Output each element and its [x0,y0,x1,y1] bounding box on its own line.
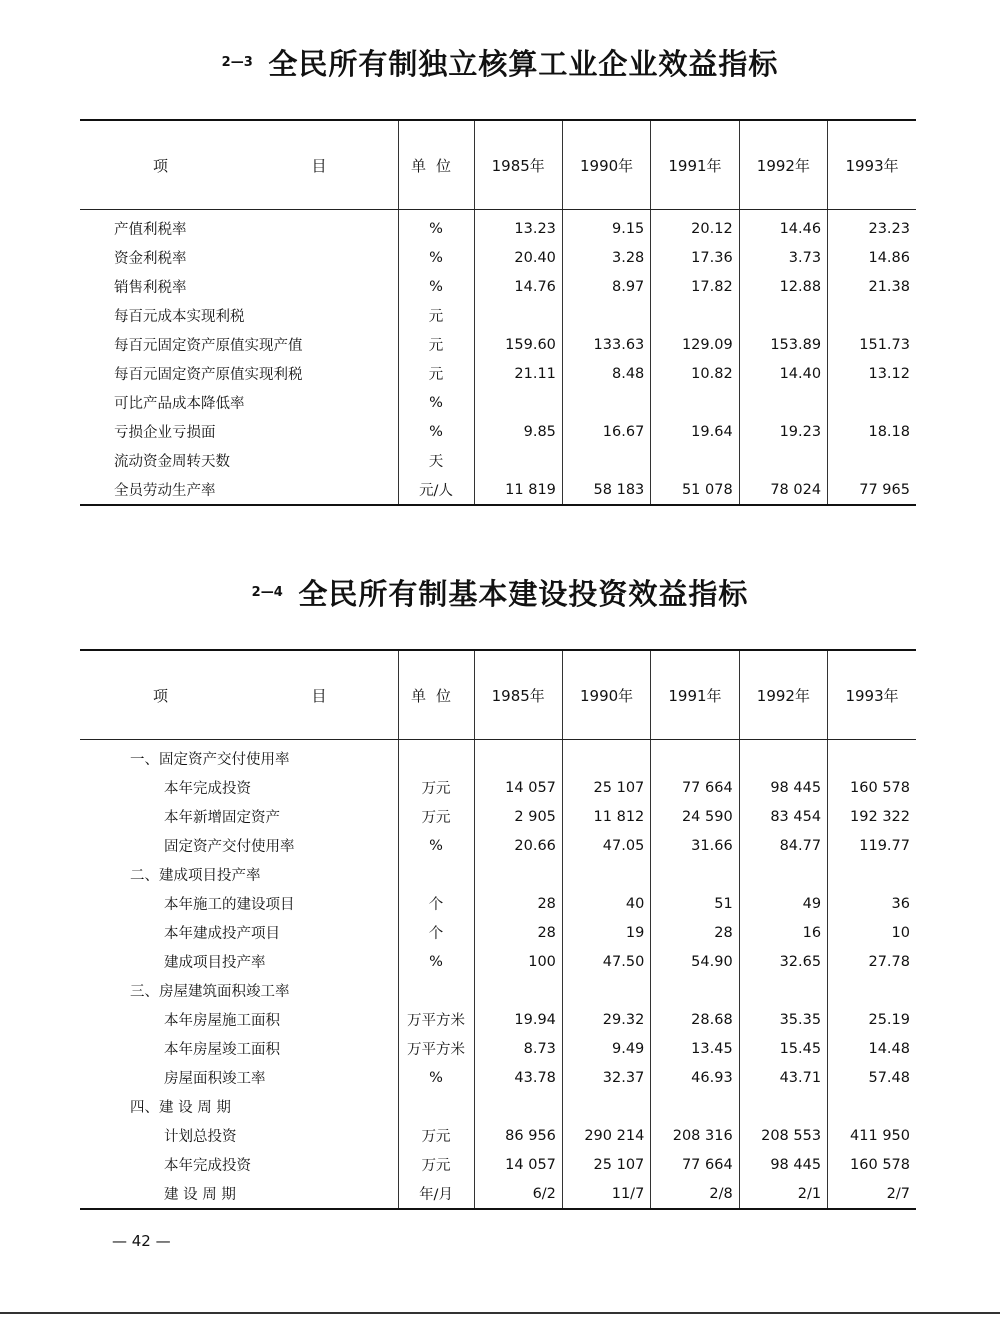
row-value: 77 664 [651,773,739,802]
row-unit: 年/月 [398,1179,474,1209]
row-unit [398,860,474,889]
row-value: 8.48 [562,359,650,388]
row-value [562,740,650,774]
row-value: 160 578 [828,773,916,802]
table1-header-row [80,120,916,210]
row-value [739,1092,827,1121]
row-item: 每百元固定资产原值实现利税 [114,367,303,383]
row-item: 每百元固定资产原值实现产值 [114,338,303,354]
header-item-right: 目 [311,686,327,705]
row-value [562,446,650,475]
row-item: 产值利税率 [114,222,187,238]
table1-body [80,210,916,506]
table-row [80,210,916,244]
row-value: 58 183 [562,475,650,505]
row-value: 86 956 [474,1121,562,1150]
row-unit: 万元 [398,773,474,802]
row-value: 27.78 [828,947,916,976]
table2-body [80,740,916,1210]
row-unit: % [398,272,474,301]
row-value: 28 [474,918,562,947]
row-value [562,388,650,417]
row-value [651,388,739,417]
row-value: 133.63 [562,330,650,359]
row-value: 25 107 [562,1150,650,1179]
row-item: 每百元成本实现利税 [114,309,245,325]
row-unit: 万元 [398,1150,474,1179]
row-unit: 元/人 [398,475,474,505]
row-value: 28.68 [651,1005,739,1034]
row-value: 15.45 [739,1034,827,1063]
row-value: 43.71 [739,1063,827,1092]
table-row [80,1121,916,1150]
table-row [80,475,916,505]
row-value [739,446,827,475]
table2-header-year: 1993年 [828,650,916,740]
row-value [651,1092,739,1121]
row-value: 20.12 [651,210,739,244]
row-value: 25.19 [828,1005,916,1034]
row-value: 49 [739,889,827,918]
row-value: 20.40 [474,243,562,272]
row-value: 14.46 [739,210,827,244]
row-value [562,976,650,1005]
row-unit [398,976,474,1005]
row-value: 11 812 [562,802,650,831]
row-value: 8.73 [474,1034,562,1063]
row-value: 83 454 [739,802,827,831]
table1-number: 2—3 [221,55,253,70]
row-value: 47.50 [562,947,650,976]
row-value: 35.35 [739,1005,827,1034]
row-item: 一、固定资产交付使用率 [130,752,290,768]
row-value: 13.12 [828,359,916,388]
row-unit: 万平方米 [398,1005,474,1034]
table2-header-unit: 单位 [398,650,474,740]
row-item: 本年建成投产项目 [164,926,280,942]
row-unit: 个 [398,918,474,947]
row-value: 54.90 [651,947,739,976]
row-value: 14 057 [474,773,562,802]
row-value: 14.48 [828,1034,916,1063]
table2-header-year: 1990年 [562,650,650,740]
table2-header-item [80,650,398,740]
row-value: 98 445 [739,773,827,802]
table1-header-year: 1985年 [474,120,562,210]
row-value: 2 905 [474,802,562,831]
row-value: 129.09 [651,330,739,359]
row-value: 78 024 [739,475,827,505]
row-item: 本年完成投资 [164,781,251,797]
row-value: 17.82 [651,272,739,301]
row-value: 3.73 [739,243,827,272]
row-value: 290 214 [562,1121,650,1150]
table2-header-year: 1992年 [739,650,827,740]
row-unit: % [398,417,474,446]
table-row [80,976,916,1005]
row-value [739,740,827,774]
row-value: 14.40 [739,359,827,388]
row-value: 20.66 [474,831,562,860]
row-item: 资金利税率 [114,251,187,267]
row-item: 亏损企业亏损面 [114,425,216,441]
row-value: 13.23 [474,210,562,244]
row-value [562,860,650,889]
row-value: 36 [828,889,916,918]
row-item: 本年新增固定资产 [164,810,280,826]
table2-title: 全民所有制基本建设投资效益指标 [298,577,749,611]
row-unit [398,1092,474,1121]
row-value: 411 950 [828,1121,916,1150]
table-row [80,243,916,272]
row-value [828,740,916,774]
header-item-left: 项 [153,156,169,175]
row-item: 可比产品成本降低率 [114,396,245,412]
row-value: 151.73 [828,330,916,359]
table1-header-year: 1990年 [562,120,650,210]
table-row [80,1005,916,1034]
row-value [474,976,562,1005]
row-value: 32.65 [739,947,827,976]
row-value: 192 322 [828,802,916,831]
row-value: 28 [474,889,562,918]
row-value: 19.94 [474,1005,562,1034]
row-value [562,301,650,330]
row-value: 23.23 [828,210,916,244]
table-row [80,947,916,976]
row-value: 9.85 [474,417,562,446]
row-value: 16.67 [562,417,650,446]
table2-header-row [80,650,916,740]
row-value [474,388,562,417]
row-item: 计划总投资 [164,1129,237,1145]
row-item: 本年房屋施工面积 [164,1013,280,1029]
table1-header-unit: 单位 [398,120,474,210]
row-value: 77 664 [651,1150,739,1179]
row-value [651,976,739,1005]
row-value: 160 578 [828,1150,916,1179]
row-value: 10 [828,918,916,947]
row-value [562,1092,650,1121]
table-row [80,1063,916,1092]
row-value: 25 107 [562,773,650,802]
table1-header-year: 1992年 [739,120,827,210]
row-value: 19.64 [651,417,739,446]
row-value: 43.78 [474,1063,562,1092]
row-unit: % [398,831,474,860]
table2-title-block [0,572,1000,613]
row-value [474,446,562,475]
row-value: 17.36 [651,243,739,272]
row-unit: % [398,947,474,976]
row-unit: % [398,243,474,272]
row-item: 固定资产交付使用率 [164,839,295,855]
row-value [651,446,739,475]
row-item: 建 设 周 期 [80,1179,398,1209]
row-value: 57.48 [828,1063,916,1092]
row-value: 16 [739,918,827,947]
row-value: 24 590 [651,802,739,831]
table-row [80,1092,916,1121]
row-value [474,301,562,330]
row-unit: 万元 [398,802,474,831]
table1-title: 全民所有制独立核算工业企业效益指标 [268,47,779,81]
page-number: — 42 — [112,1232,171,1250]
row-value [828,301,916,330]
row-value: 13.45 [651,1034,739,1063]
row-unit: 万平方米 [398,1034,474,1063]
table1-header-year: 1991年 [651,120,739,210]
page-bottom-rule [0,1312,1000,1314]
row-value: 51 078 [651,475,739,505]
row-value [739,301,827,330]
table-row [80,330,916,359]
row-value: 100 [474,947,562,976]
row-value [828,976,916,1005]
row-unit [398,740,474,774]
row-item: 房屋面积竣工率 [164,1071,266,1087]
row-value: 153.89 [739,330,827,359]
row-value: 32.37 [562,1063,650,1092]
table-row [80,1034,916,1063]
row-unit: 个 [398,889,474,918]
row-item: 销售利税率 [114,280,187,296]
row-value: 10.82 [651,359,739,388]
row-item: 全员劳动生产率 [80,475,398,505]
row-value [474,740,562,774]
row-value: 47.05 [562,831,650,860]
table1 [80,119,916,506]
row-value: 208 316 [651,1121,739,1150]
row-value [828,1092,916,1121]
row-value: 119.77 [828,831,916,860]
table-row [80,446,916,475]
row-value: 19 [562,918,650,947]
row-value: 11 819 [474,475,562,505]
row-value: 9.15 [562,210,650,244]
row-item: 二、建成项目投产率 [130,868,261,884]
row-value: 11/7 [562,1179,650,1209]
row-value: 14 057 [474,1150,562,1179]
row-value: 84.77 [739,831,827,860]
row-value: 28 [651,918,739,947]
table-row [80,417,916,446]
row-value [828,860,916,889]
row-item: 流动资金周转天数 [114,454,230,470]
row-value: 159.60 [474,330,562,359]
table-row [80,1179,916,1209]
table2 [80,649,916,1210]
row-value [739,976,827,1005]
row-value [651,740,739,774]
row-unit: 天 [398,446,474,475]
row-unit: 元 [398,301,474,330]
row-value: 18.18 [828,417,916,446]
row-value [474,1092,562,1121]
row-value: 46.93 [651,1063,739,1092]
row-item: 本年完成投资 [164,1158,251,1174]
row-value [828,388,916,417]
table-row [80,802,916,831]
table1-title-block [0,42,1000,83]
table-row [80,889,916,918]
row-value: 98 445 [739,1150,827,1179]
table1-header-year: 1993年 [828,120,916,210]
row-item: 四、建 设 周 期 [130,1100,231,1116]
header-item-right: 目 [311,156,327,175]
row-value: 2/1 [739,1179,827,1209]
table-row [80,301,916,330]
row-unit: % [398,210,474,244]
row-value [474,860,562,889]
row-value [651,301,739,330]
row-value: 19.23 [739,417,827,446]
row-value: 2/7 [828,1179,916,1209]
table-row [80,359,916,388]
table1-header-item [80,120,398,210]
row-unit: 万元 [398,1121,474,1150]
row-value: 77 965 [828,475,916,505]
header-item-left: 项 [153,686,169,705]
row-unit: % [398,1063,474,1092]
table-row [80,1150,916,1179]
row-item: 本年房屋竣工面积 [164,1042,280,1058]
table-row [80,388,916,417]
row-value: 6/2 [474,1179,562,1209]
table-row [80,918,916,947]
row-value: 9.49 [562,1034,650,1063]
row-value: 14.76 [474,272,562,301]
table-row [80,773,916,802]
table-row [80,272,916,301]
table-row [80,860,916,889]
row-value: 51 [651,889,739,918]
row-value: 21.38 [828,272,916,301]
row-value: 31.66 [651,831,739,860]
row-value: 14.86 [828,243,916,272]
table-row [80,740,916,774]
row-value: 8.97 [562,272,650,301]
table2-header-year: 1985年 [474,650,562,740]
row-value: 208 553 [739,1121,827,1150]
row-value: 40 [562,889,650,918]
row-value: 12.88 [739,272,827,301]
row-unit: % [398,388,474,417]
row-unit: 元 [398,359,474,388]
row-value [828,446,916,475]
row-unit: 元 [398,330,474,359]
table-row [80,831,916,860]
row-value: 2/8 [651,1179,739,1209]
row-value: 3.28 [562,243,650,272]
table2-number: 2—4 [251,585,283,600]
row-value [739,860,827,889]
row-item: 三、房屋建筑面积竣工率 [130,984,290,1000]
table2-header-year: 1991年 [651,650,739,740]
row-value [651,860,739,889]
row-value: 29.32 [562,1005,650,1034]
row-item: 建成项目投产率 [164,955,266,971]
row-value: 21.11 [474,359,562,388]
row-item: 本年施工的建设项目 [164,897,295,913]
row-value [739,388,827,417]
